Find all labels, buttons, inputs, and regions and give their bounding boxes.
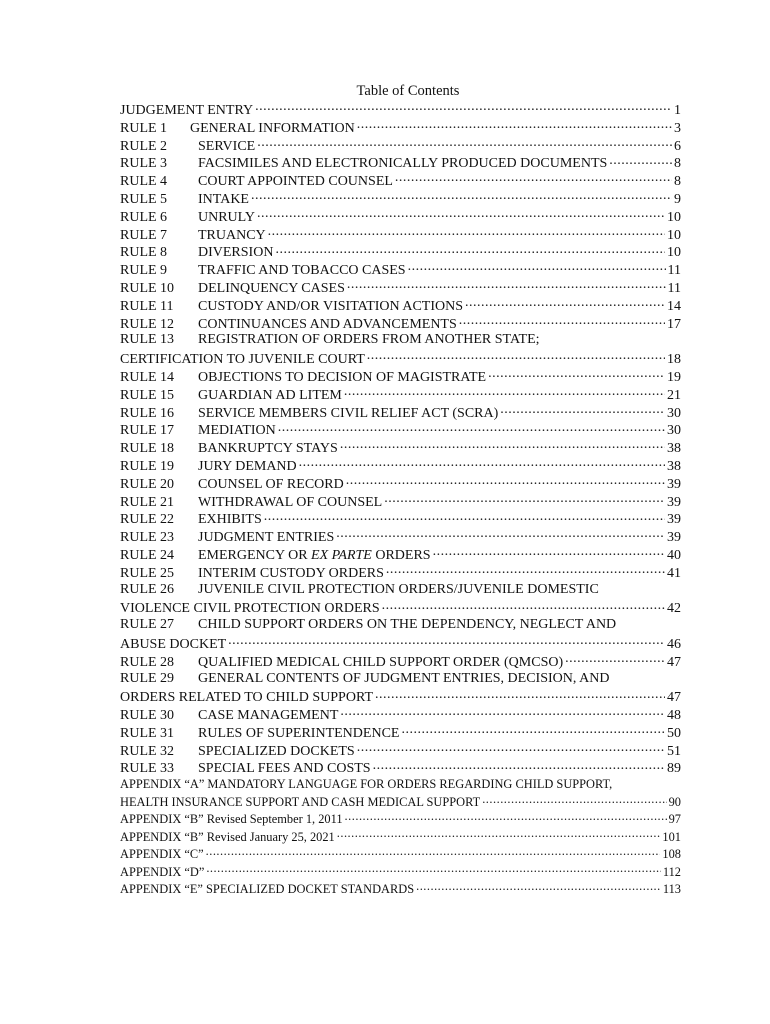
toc-entry-title: SERVICE MEMBERS CIVIL RELIEF ACT (SCRA)	[198, 405, 499, 421]
toc-entry	[120, 776, 681, 793]
toc-entry-continued	[120, 349, 681, 367]
toc-entry	[120, 723, 681, 741]
toc-page-number: 8	[674, 156, 681, 172]
toc-entry-title: TRAFFIC AND TOBACCO CASES	[198, 263, 406, 279]
toc-leader-dots	[500, 403, 665, 417]
toc-entry	[120, 492, 681, 510]
toc-leader-dots	[206, 846, 661, 858]
toc-entry-title: CONTINUANCES AND ADVANCEMENTS	[198, 316, 457, 332]
toc-entry-title: FACSIMILES AND ELECTRONICALLY PRODUCED DOCUMENTS	[198, 156, 608, 172]
toc-rule-number: RULE 13	[120, 332, 175, 348]
toc-entry	[120, 118, 681, 136]
toc-leader-dots	[488, 367, 665, 381]
toc-rule-number: RULE 22	[120, 512, 175, 528]
toc-rule-number: RULE 7	[120, 227, 168, 243]
toc-leader-dots	[609, 153, 672, 167]
toc-leader-dots	[459, 314, 665, 328]
toc-entry	[120, 581, 681, 599]
toc-entry	[120, 828, 681, 845]
toc-entry	[120, 474, 681, 492]
toc-leader-dots	[565, 652, 665, 666]
toc-page-number: 41	[667, 565, 681, 581]
toc-entry	[120, 705, 681, 723]
toc-leader-dots	[345, 811, 667, 823]
toc-entry-title: EXHIBITS	[198, 512, 262, 528]
toc-page-number: 9	[674, 191, 681, 207]
toc-rule-number: RULE 10	[120, 280, 175, 296]
toc-leader-dots	[408, 260, 666, 274]
toc-rule-number: RULE 2	[120, 138, 168, 154]
toc-entry	[120, 563, 681, 581]
toc-page-number: 19	[667, 369, 681, 385]
toc-entry	[120, 758, 681, 776]
toc-entry-title: COUNSEL OF RECORD	[198, 476, 344, 492]
toc-entry	[120, 652, 681, 670]
toc-entry	[120, 881, 681, 898]
toc-leader-dots	[384, 492, 665, 506]
toc-leader-dots	[375, 687, 665, 701]
toc-rule-number: RULE 18	[120, 441, 175, 457]
toc-rule-number: RULE 1	[120, 120, 168, 136]
toc-leader-dots	[275, 242, 665, 256]
toc-rule-number: RULE 11	[120, 298, 174, 314]
toc-entry-title-cont: CERTIFICATION TO JUVENILE COURT	[120, 352, 365, 368]
toc-entry	[120, 100, 681, 118]
toc-leader-dots	[264, 509, 665, 523]
toc-page-number: 10	[667, 227, 681, 243]
toc-page-number: 10	[667, 245, 681, 261]
toc-entry-title: GENERAL INFORMATION	[190, 120, 355, 136]
toc-entry	[120, 509, 681, 527]
toc-rule-number: RULE 21	[120, 494, 175, 510]
toc-entry-title: SPECIALIZED DOCKETS	[198, 743, 355, 759]
toc-entry	[120, 314, 681, 332]
toc-entry	[120, 278, 681, 296]
toc-entry-title: APPENDIX “B” Revised January 25, 2021	[120, 829, 335, 844]
toc-entry-title-italic: EX PARTE	[311, 547, 372, 563]
toc-entry-title-cont: HEALTH INSURANCE SUPPORT AND CASH MEDICAL SUPPORT	[120, 795, 481, 810]
toc-entry-title: INTAKE	[198, 191, 249, 207]
toc-page-number: 11	[667, 263, 681, 279]
toc-rule-number: RULE 32	[120, 743, 175, 759]
toc-entry-title-cont: ABUSE DOCKET	[120, 636, 227, 652]
toc-rule-number: RULE 8	[120, 245, 168, 261]
toc-leader-dots	[255, 100, 672, 114]
toc-leader-dots	[347, 278, 666, 292]
toc-leader-dots	[357, 118, 672, 132]
toc-entry	[120, 863, 681, 880]
toc-entry-continued	[120, 687, 681, 705]
toc-page-number: 112	[662, 864, 681, 879]
toc-entry	[120, 225, 681, 243]
toc-entry-continued	[120, 794, 681, 811]
toc-entry-title: CASE MANAGEMENT	[198, 708, 339, 724]
toc-page-number: 38	[667, 458, 681, 474]
toc-entry-title: JUDGMENT ENTRIES	[198, 530, 335, 546]
toc-entry-title: APPENDIX “E” SPECIALIZED DOCKET STANDARDS	[120, 882, 415, 897]
toc-page-number: 108	[662, 847, 681, 862]
toc-entry-continued	[120, 634, 681, 652]
toc-page-number: 10	[667, 209, 681, 225]
toc-page-number: 17	[667, 316, 681, 332]
toc-leader-dots	[346, 474, 665, 488]
toc-rule-number: RULE 4	[120, 174, 168, 190]
toc-leader-dots	[433, 545, 665, 559]
toc-entry	[120, 242, 681, 260]
toc-entry-title: WITHDRAWAL OF COUNSEL	[198, 494, 383, 510]
toc-page-number: 11	[667, 280, 681, 296]
toc-entry-title: JUVENILE CIVIL PROTECTION ORDERS/JUVENILE DOMESTIC	[198, 581, 599, 597]
toc-rule-number: RULE 31	[120, 725, 175, 741]
toc-leader-dots	[251, 189, 672, 203]
toc-page-number: 50	[667, 725, 681, 741]
toc-page-number: 39	[667, 494, 681, 510]
toc-entry-title: COURT APPOINTED COUNSEL	[198, 174, 393, 190]
toc-entry	[120, 616, 681, 634]
toc-entry	[120, 260, 681, 278]
toc-entry	[120, 527, 681, 545]
toc-leader-dots	[340, 705, 665, 719]
toc-entry	[120, 385, 681, 403]
toc-entry	[120, 403, 681, 421]
toc-entry-title: UNRULY	[198, 209, 255, 225]
toc-leader-dots	[206, 863, 661, 875]
toc-page-number: 47	[667, 690, 681, 706]
toc-page-number: 21	[667, 387, 681, 403]
toc-page-number: 48	[667, 708, 681, 724]
toc-entry-title: OBJECTIONS TO DECISION OF MAGISTRATE	[198, 369, 487, 385]
toc-entry	[120, 811, 681, 828]
toc-rule-number: RULE 12	[120, 316, 175, 332]
toc-rule-number: RULE 28	[120, 654, 175, 670]
toc-entry-title: TRUANCY	[198, 227, 266, 243]
toc-entry-title: BANKRUPTCY STAYS	[198, 441, 338, 457]
toc-leader-dots	[257, 136, 672, 150]
toc-page-number: 101	[662, 829, 681, 844]
toc-page-number: 18	[667, 352, 681, 368]
toc-entry-continued	[120, 598, 681, 616]
toc-leader-dots	[228, 634, 665, 648]
toc-entry-title: JUDGEMENT ENTRY	[120, 103, 254, 118]
toc-page-number: 113	[662, 882, 681, 897]
toc-entry-title-cont: ORDERS RELATED TO CHILD SUPPORT	[120, 690, 374, 706]
toc-rule-number: RULE 6	[120, 209, 168, 225]
toc-page-number: 39	[667, 530, 681, 546]
toc-entry	[120, 171, 681, 189]
toc-page-number: 6	[674, 138, 681, 154]
toc-leader-dots	[268, 225, 665, 239]
toc-entry-title: QUALIFIED MEDICAL CHILD SUPPORT ORDER (QMCSO)	[198, 654, 564, 670]
toc-entry	[120, 846, 681, 863]
toc-entry-title: GUARDIAN AD LITEM	[198, 387, 342, 403]
toc-rule-number: RULE 9	[120, 263, 168, 279]
toc-page-number: 39	[667, 476, 681, 492]
toc-entry-title: REGISTRATION OF ORDERS FROM ANOTHER STATE;	[198, 332, 540, 348]
toc-entry-title: MEDIATION	[198, 423, 276, 439]
toc-entry-title: CHILD SUPPORT ORDERS ON THE DEPENDENCY, NEGLECT AND	[198, 617, 617, 633]
toc-heading: Table of Contents	[356, 83, 460, 99]
toc-list	[120, 100, 681, 898]
toc-rule-number: RULE 25	[120, 565, 175, 581]
toc-page-number: 89	[667, 761, 681, 777]
toc-leader-dots	[416, 881, 661, 893]
toc-entry-title: EMERGENCY OR EX PARTE ORDERS	[198, 547, 431, 563]
toc-entry-title: DELINQUENCY CASES	[198, 280, 345, 296]
toc-entry-title: RULES OF SUPERINTENDENCE	[198, 725, 400, 741]
toc-page-number: 14	[667, 298, 681, 314]
toc-leader-dots	[373, 758, 665, 772]
toc-leader-dots	[465, 296, 665, 310]
toc-entry-title: INTERIM CUSTODY ORDERS	[198, 565, 384, 581]
toc-page-number: 8	[674, 174, 681, 190]
toc-page-number: 30	[667, 405, 681, 421]
toc-leader-dots	[344, 385, 665, 399]
toc-entry-title: JURY DEMAND	[198, 458, 297, 474]
toc-entry-title: APPENDIX “D”	[120, 864, 205, 879]
toc-leader-dots	[278, 420, 665, 434]
toc-entry-title: APPENDIX “C”	[120, 847, 204, 862]
toc-page-number: 3	[674, 120, 681, 136]
toc-rule-number: RULE 23	[120, 530, 175, 546]
toc-rule-number: RULE 29	[120, 670, 175, 686]
toc-leader-dots	[299, 456, 665, 470]
toc-rule-number: RULE 30	[120, 708, 175, 724]
toc-entry	[120, 331, 681, 349]
toc-rule-number: RULE 3	[120, 156, 168, 172]
toc-page-number: 51	[667, 743, 681, 759]
toc-leader-dots	[367, 349, 665, 363]
toc-entry	[120, 136, 681, 154]
toc-entry-title: SERVICE	[198, 138, 256, 154]
toc-entry-title: CUSTODY AND/OR VISITATION ACTIONS	[198, 298, 464, 314]
toc-entry	[120, 670, 681, 688]
toc-leader-dots	[386, 563, 665, 577]
toc-leader-dots	[482, 794, 666, 806]
toc-rule-number: RULE 15	[120, 387, 175, 403]
toc-entry-title: APPENDIX “B” Revised September 1, 2011	[120, 812, 343, 827]
toc-rule-number: RULE 27	[120, 617, 175, 633]
toc-entry-title: DIVERSION	[198, 245, 274, 261]
toc-rule-number: RULE 20	[120, 476, 175, 492]
toc-entry-title: APPENDIX “A” MANDATORY LANGUAGE FOR ORDERS REGARDING CHILD SUPPORT,	[120, 777, 613, 792]
toc-leader-dots	[382, 598, 665, 612]
toc-page-number: 97	[668, 812, 681, 827]
toc-page-number: 90	[668, 795, 681, 810]
toc-rule-number: RULE 14	[120, 369, 175, 385]
toc-rule-number: RULE 24	[120, 547, 175, 563]
toc-entry-title: SPECIAL FEES AND COSTS	[198, 761, 371, 777]
toc-entry-title: GENERAL CONTENTS OF JUDGMENT ENTRIES, DECISION, AND	[198, 670, 610, 686]
toc-entry	[120, 153, 681, 171]
toc-leader-dots	[357, 741, 665, 755]
toc-entry	[120, 296, 681, 314]
toc-entry	[120, 207, 681, 225]
toc-entry	[120, 420, 681, 438]
toc-entry	[120, 189, 681, 207]
toc-page-number: 38	[667, 441, 681, 457]
toc-page-number: 1	[674, 103, 681, 118]
toc-entry	[120, 438, 681, 456]
toc-entry-title-cont: VIOLENCE CIVIL PROTECTION ORDERS	[120, 601, 380, 617]
toc-page-number: 39	[667, 512, 681, 528]
toc-entry	[120, 456, 681, 474]
toc-page-number: 30	[667, 423, 681, 439]
toc-page-number: 46	[667, 636, 681, 652]
toc-rule-number: RULE 26	[120, 581, 175, 597]
toc-page-number: 47	[667, 654, 681, 670]
toc-page-number: 42	[667, 601, 681, 617]
toc-leader-dots	[395, 171, 672, 185]
toc-rule-number: RULE 5	[120, 191, 168, 207]
toc-leader-dots	[340, 438, 665, 452]
toc-rule-number: RULE 16	[120, 405, 175, 421]
toc-rule-number: RULE 33	[120, 761, 175, 777]
toc-leader-dots	[257, 207, 665, 221]
toc-page-number: 40	[667, 547, 681, 563]
toc-entry	[120, 367, 681, 385]
toc-entry	[120, 741, 681, 759]
toc-leader-dots	[401, 723, 665, 737]
toc-rule-number: RULE 19	[120, 458, 175, 474]
toc-rule-number: RULE 17	[120, 423, 175, 439]
toc-leader-dots	[336, 527, 665, 541]
toc-entry	[120, 545, 681, 563]
toc-leader-dots	[337, 828, 661, 840]
